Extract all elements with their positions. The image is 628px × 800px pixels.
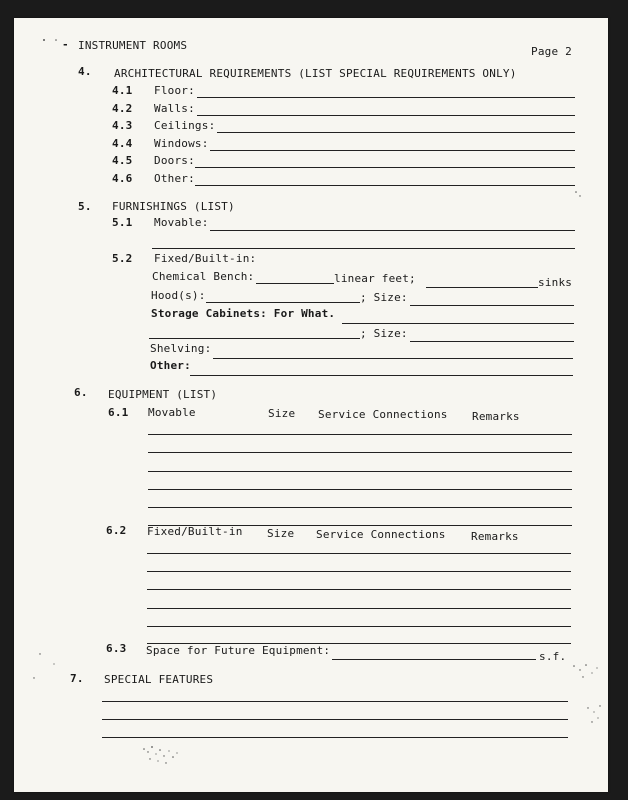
- storage-cabinets-label: Storage Cabinets: For What.: [151, 307, 336, 320]
- document-page: [14, 18, 608, 792]
- item-5-1-label: Movable:: [154, 216, 209, 229]
- item-4-2-number: 4.2: [112, 102, 133, 115]
- copy-speckle-noise: [14, 18, 608, 792]
- section-5-number: 5.: [78, 200, 92, 213]
- item-4-4-number: 4.4: [112, 137, 133, 150]
- hoods-size-label: ; Size:: [360, 291, 408, 304]
- item-4-1-label: Floor:: [154, 84, 195, 97]
- other-5-label: Other:: [150, 359, 191, 372]
- col-remarks-header: Remarks: [472, 410, 520, 423]
- item-4-3-number: 4.3: [112, 119, 133, 132]
- square-feet-unit: s.f.: [539, 650, 567, 663]
- item-5-1-number: 5.1: [112, 216, 133, 229]
- col-movable-header: Movable: [148, 406, 196, 419]
- item-4-5-number: 4.5: [112, 154, 133, 167]
- col-fixed-built-in-header: Fixed/Built-in: [147, 525, 243, 538]
- sinks-label: sinks: [538, 276, 573, 289]
- section-4-title: ARCHITECTURAL REQUIREMENTS (LIST SPECIAL REQUIREMENTS ONLY): [114, 67, 517, 80]
- header-title: INSTRUMENT ROOMS: [78, 39, 188, 52]
- item-6-3-number: 6.3: [106, 642, 127, 655]
- section-7-number: 7.: [70, 672, 84, 685]
- linear-feet-label: linear feet;: [334, 272, 416, 285]
- col-remarks-header-2: Remarks: [471, 530, 519, 543]
- section-7-title: SPECIAL FEATURES: [104, 673, 214, 686]
- item-5-2-number: 5.2: [112, 252, 133, 265]
- col-service-connections-header: Service Connections: [318, 408, 448, 421]
- storage-size-label: ; Size:: [360, 327, 408, 340]
- page-number: Page 2: [531, 45, 572, 58]
- future-equipment-label: Space for Future Equipment:: [146, 644, 331, 657]
- header-dash: -: [62, 38, 69, 51]
- section-6-title: EQUIPMENT (LIST): [108, 388, 218, 401]
- shelving-label: Shelving:: [150, 342, 212, 355]
- section-4-number: 4.: [78, 65, 92, 78]
- hoods-label: Hood(s):: [151, 289, 206, 302]
- item-4-6-label: Other:: [154, 172, 195, 185]
- item-4-3-label: Ceilings:: [154, 119, 216, 132]
- col-service-connections-header-2: Service Connections: [316, 528, 446, 541]
- item-5-2-label: Fixed/Built-in:: [154, 252, 257, 265]
- chemical-bench-label: Chemical Bench:: [152, 270, 255, 283]
- item-4-5-label: Doors:: [154, 154, 195, 167]
- item-4-1-number: 4.1: [112, 84, 133, 97]
- item-6-1-number: 6.1: [108, 406, 129, 419]
- item-4-2-label: Walls:: [154, 102, 195, 115]
- col-size-header: Size: [268, 407, 296, 420]
- item-4-4-label: Windows:: [154, 137, 209, 150]
- col-size-header-2: Size: [267, 527, 295, 540]
- item-4-6-number: 4.6: [112, 172, 133, 185]
- item-6-2-number: 6.2: [106, 524, 127, 537]
- section-5-title: FURNISHINGS (LIST): [112, 200, 235, 213]
- section-6-number: 6.: [74, 386, 88, 399]
